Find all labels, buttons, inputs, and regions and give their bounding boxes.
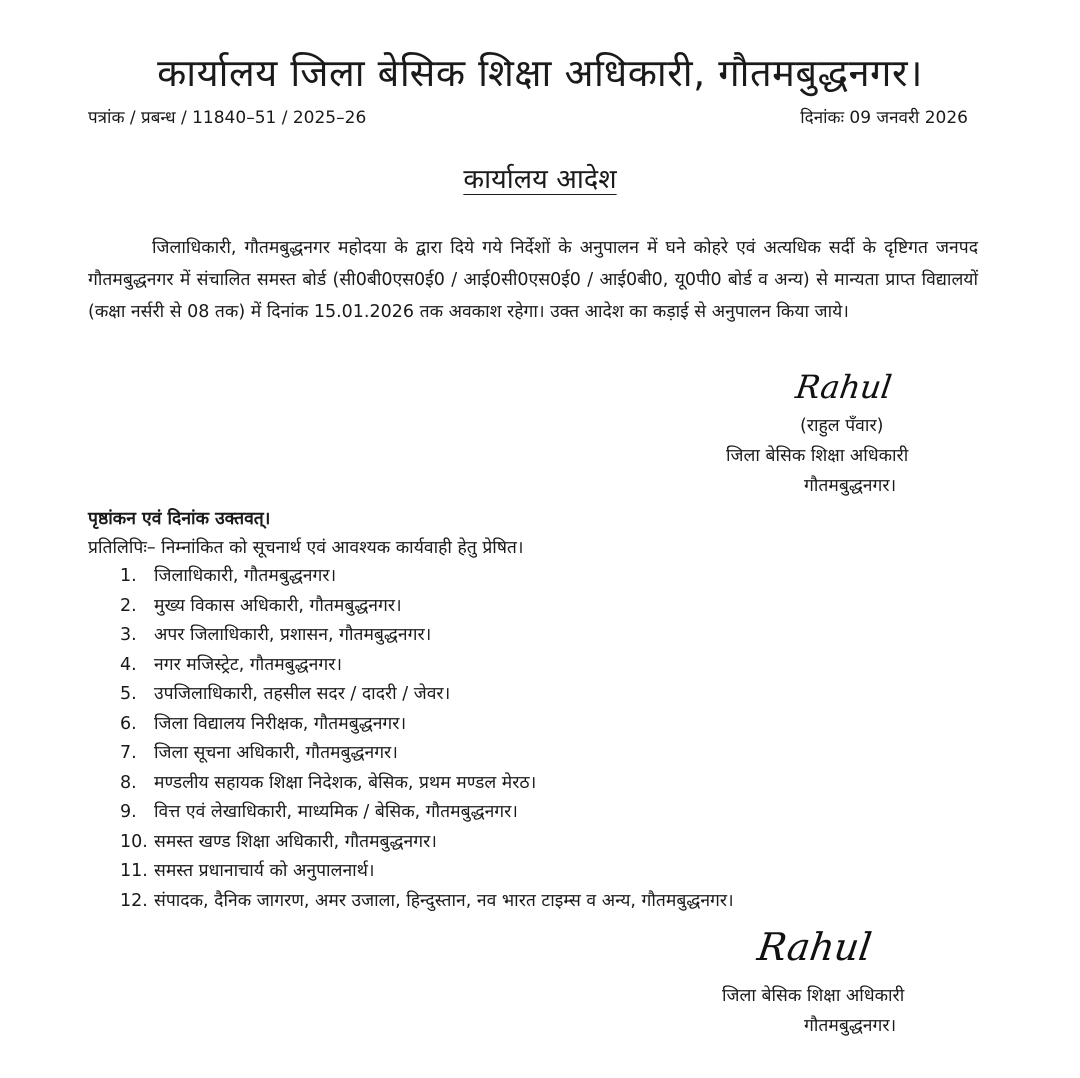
list-item-number: 1. xyxy=(120,566,137,586)
list-item-text: समस्त खण्ड शिक्षा अधिकारी, गौतमबुद्धनगर। xyxy=(154,831,437,852)
list-item xyxy=(120,710,734,740)
list-item-text: मुख्य विकास अधिकारी, गौतमबुद्धनगर। xyxy=(154,595,402,616)
signatory-name: (राहुल पँवार) xyxy=(800,416,884,436)
list-item-text: अपर जिलाधिकारी, प्रशासन, गौतमबुद्धनगर। xyxy=(154,625,432,645)
list-item xyxy=(120,651,734,681)
list-item-text: जिला सूचना अधिकारी, गौतमबुद्धनगर। xyxy=(154,743,398,763)
signatory-2-designation: जिला बेसिक शिक्षा अधिकारी xyxy=(722,986,905,1006)
list-item-number: 8. xyxy=(120,772,137,793)
list-item-text: नगर मजिस्ट्रेट, गौतमबुद्धनगर। xyxy=(154,654,342,675)
list-item xyxy=(120,828,734,858)
list-item xyxy=(120,739,734,769)
list-item-number: 7. xyxy=(120,743,137,763)
document-date: दिनांकः 09 जनवरी 2026 xyxy=(800,108,968,128)
list-item xyxy=(120,592,734,622)
list-item xyxy=(120,769,734,799)
list-item xyxy=(120,887,734,917)
list-item-number: 11. xyxy=(120,861,148,881)
list-item xyxy=(120,857,734,887)
office-title: कार्यालय जिला बेसिक शिक्षा अधिकारी, गौतमबुद्धनगर। xyxy=(157,51,923,95)
order-heading-text: कार्यालय आदेश xyxy=(463,164,617,195)
list-item xyxy=(120,798,734,828)
list-item-number: 6. xyxy=(120,713,137,734)
list-item-text: उपजिलाधिकारी, तहसील सदर / दादरी / जेवर। xyxy=(154,684,451,704)
signatory-place: गौतमबुद्धनगर। xyxy=(804,476,897,496)
list-item-text: मण्डलीय सहायक शिक्षा निदेशक, बेसिक, प्रथम मण्डल मेरठ। xyxy=(154,772,537,793)
list-item-number: 9. xyxy=(120,802,137,822)
reference-number: पत्रांक / प्रबन्ध / 11840–51 / 2025–26 xyxy=(88,108,367,128)
signature-2: Rahul xyxy=(754,925,875,969)
copy-intro: प्रतिलिपिः– निम्नांकित को सूचनार्थ एवं आवश्यक कार्यवाही हेतु प्रेषित। xyxy=(88,538,524,558)
copy-recipient-list xyxy=(120,562,734,916)
list-item-text: समस्त प्रधानाचार्य को अनुपालनार्थ। xyxy=(154,861,375,881)
list-item xyxy=(120,621,734,651)
list-item-number: 12. xyxy=(120,890,148,911)
list-item-text: जिला विद्यालय निरीक्षक, गौतमबुद्धनगर। xyxy=(154,713,407,734)
list-item-text: जिलाधिकारी, गौतमबुद्धनगर। xyxy=(154,566,337,586)
signatory-2-place: गौतमबुद्धनगर। xyxy=(804,1016,897,1036)
signature-1: Rahul xyxy=(793,368,895,406)
order-body: जिलाधिकारी, गौतमबुद्धनगर महोदया के द्वारा दिये गये निर्देशों के अनुपालन में घने कोहरे एवं अत्यधिक सर्दी के दृष्टिगत जनपद गौतमबुद्धनगर में संचालित समस्त बोर्ड (सी0बी0एस0ई0 / आई0सी0एस0ई0 / आई0बी0, यू0पी0 बोर्ड व अन्य) से मान्यता प्राप्त विद्यालयों (कक्षा नर्सरी से 08 तक) में दिनांक 15.01.2026 तक अवकाश रहेगा। उक्त आदेश का कड़ाई से अनुपालन किया जाये। xyxy=(88,238,978,322)
list-item-number: 5. xyxy=(120,684,137,704)
list-item-number: 2. xyxy=(120,595,137,616)
list-item-number: 3. xyxy=(120,625,137,645)
list-item xyxy=(120,680,734,710)
signatory-designation: जिला बेसिक शिक्षा अधिकारी xyxy=(726,446,909,466)
list-item-number: 10. xyxy=(120,831,148,852)
list-item-number: 4. xyxy=(120,654,137,675)
list-item xyxy=(120,562,734,592)
order-heading xyxy=(0,162,1080,198)
list-item-text: वित्त एवं लेखाधिकारी, माध्यमिक / बेसिक, गौतमबुद्धनगर। xyxy=(154,802,518,822)
list-item-text: संपादक, दैनिक जागरण, अमर उजाला, हिन्दुस्तान, नव भारत टाइम्स व अन्य, गौतमबुद्धनगर। xyxy=(154,890,734,911)
endorsement-title: पृष्ठांकन एवं दिनांक उक्तवत्। xyxy=(88,509,271,529)
